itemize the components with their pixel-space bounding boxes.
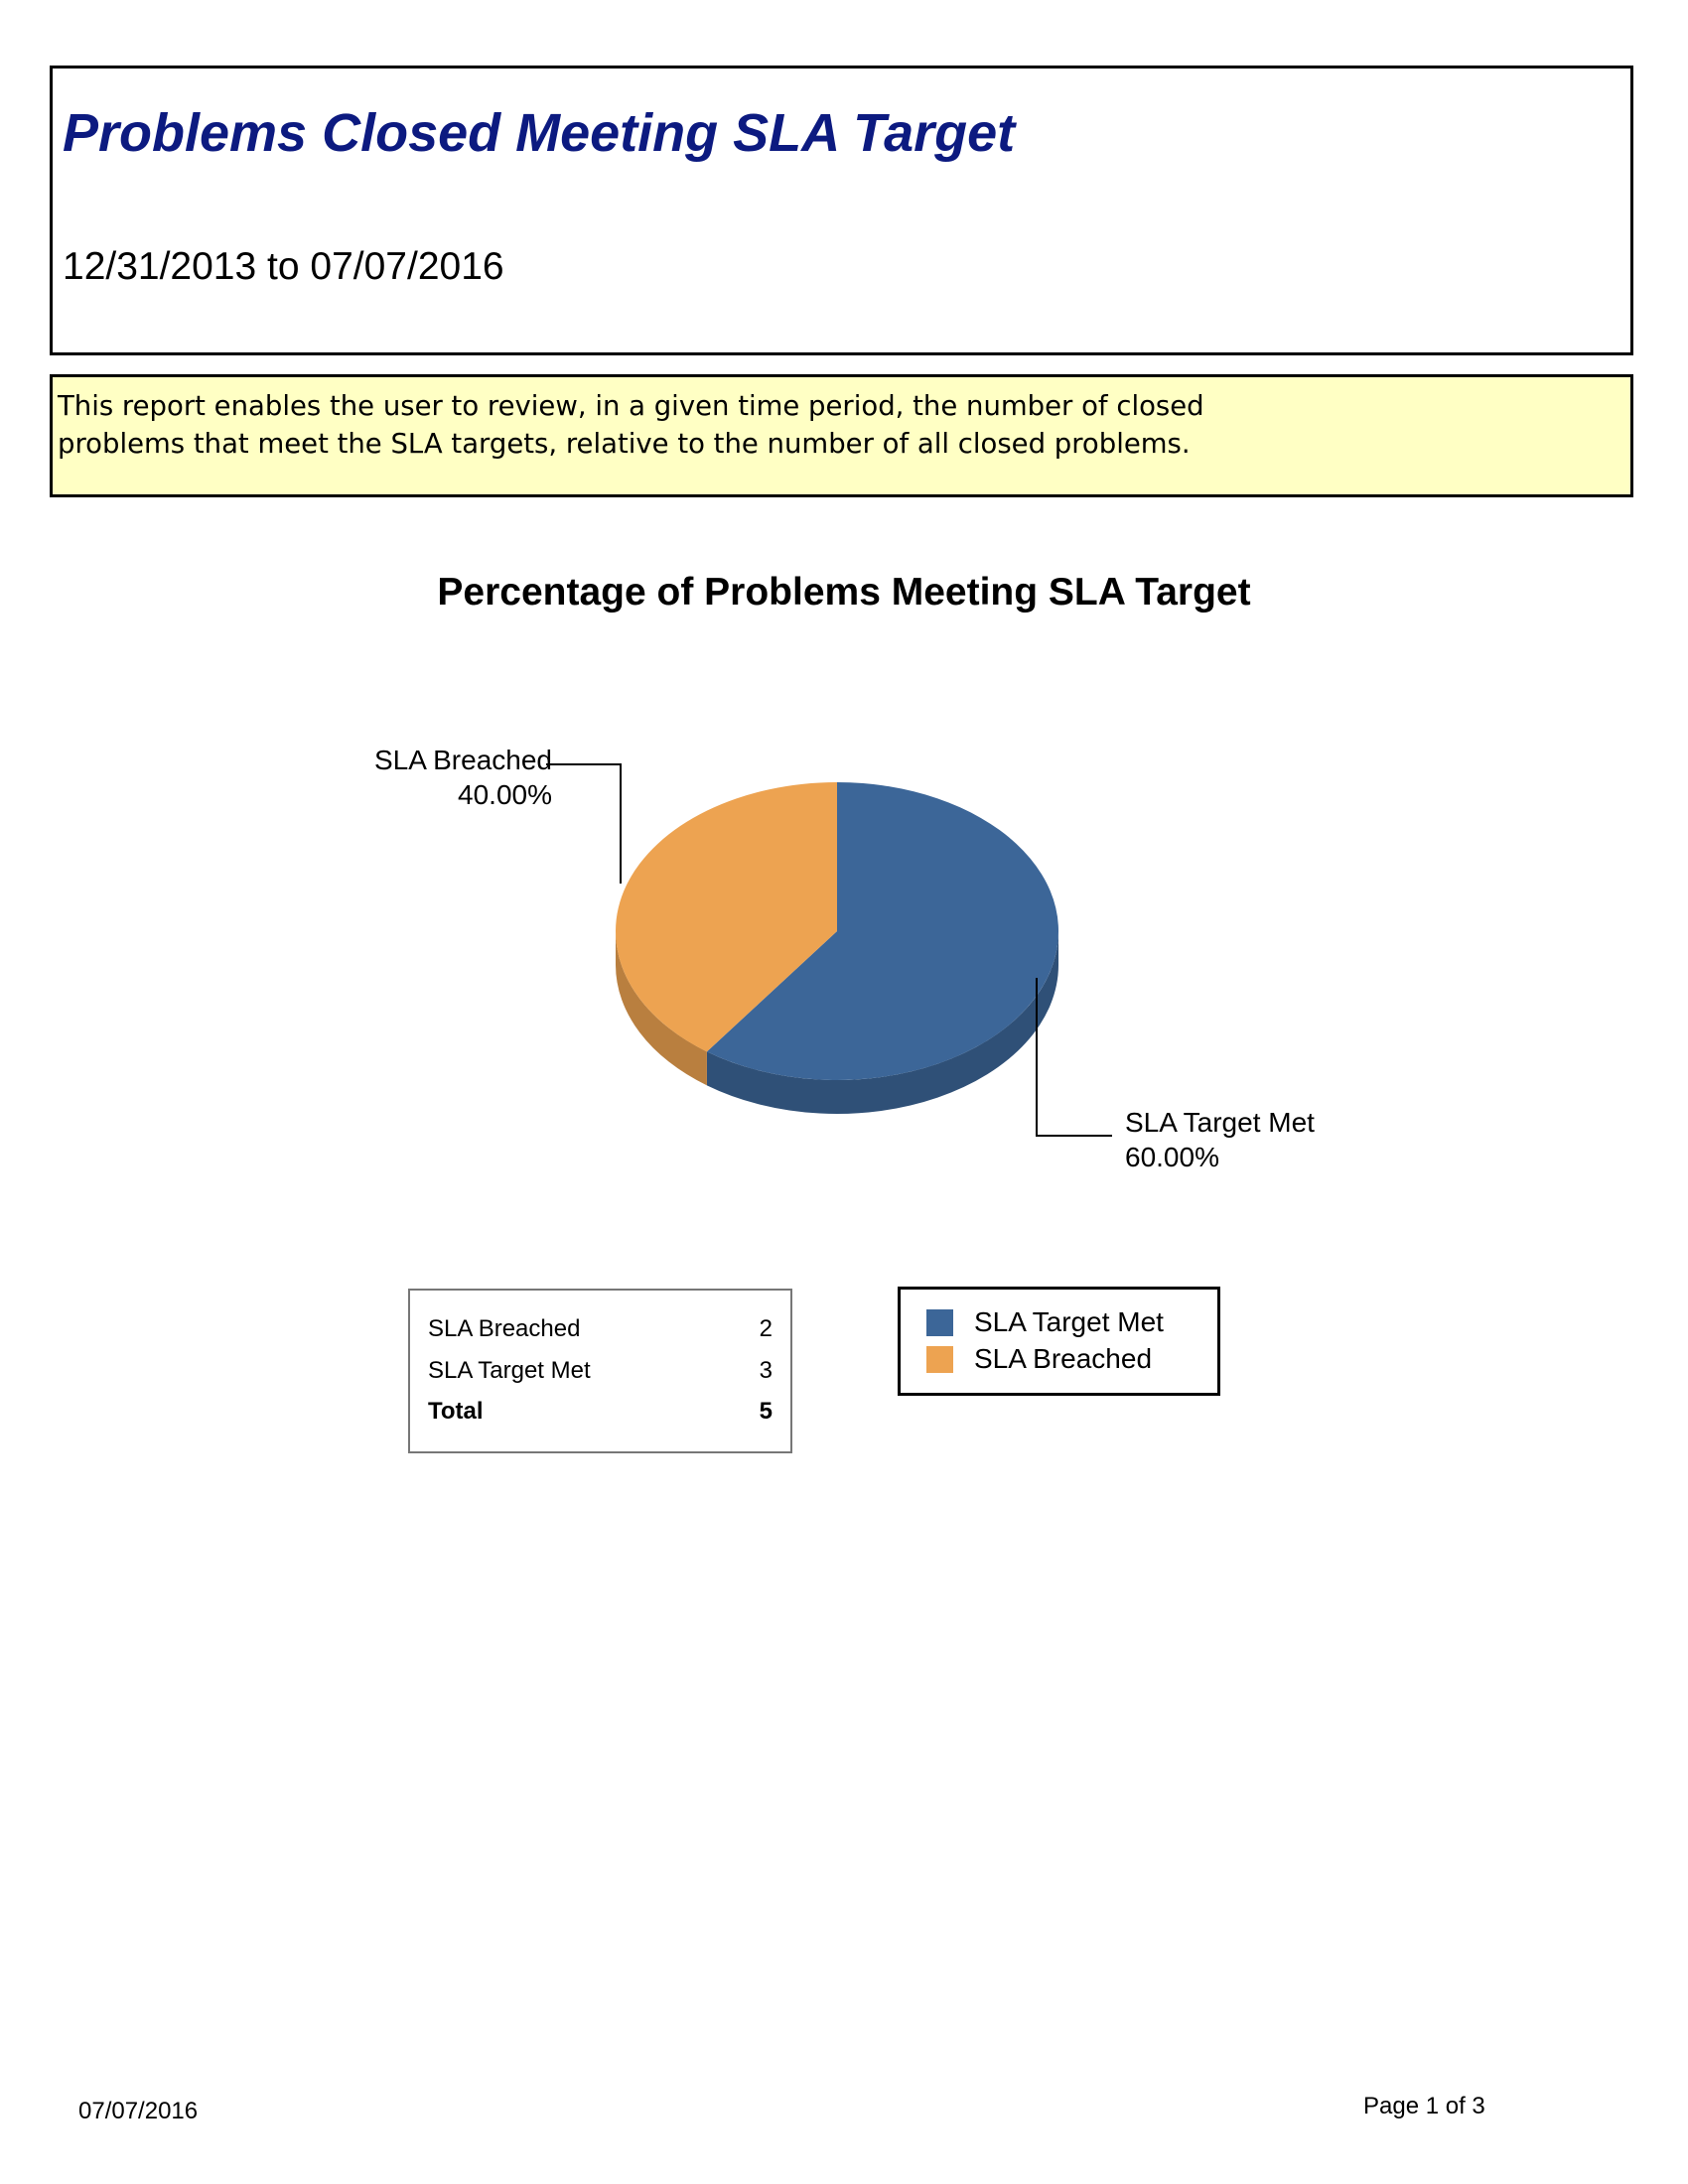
report-title: Problems Closed Meeting SLA Target [63,103,1016,163]
table-total-row [428,1398,773,1430]
slice-label-sla-target-met [1125,1105,1315,1174]
leader-line-sla-breached [546,764,621,884]
row-value: 3 [759,1357,773,1384]
legend-label: SLA Target Met [974,1306,1164,1337]
table-row [428,1315,773,1347]
table-row [428,1357,773,1389]
row-label: SLA Target Met [428,1357,591,1384]
total-value: 5 [759,1398,773,1425]
legend-label: SLA Breached [974,1343,1153,1374]
report-description: This report enables the user to review, in a given time period, the number of closed problems that meet the SLA targets, relative to the number of all closed problems. [58,390,1204,460]
report-date-range: 12/31/2013 to 07/07/2016 [63,245,504,288]
footer-date: 07/07/2016 [78,2098,199,2124]
total-label: Total [428,1398,484,1425]
slice-label-percent: 60.00% [1125,1142,1219,1172]
legend-swatch [926,1346,953,1373]
chart-legend [898,1287,1220,1396]
slice-label-name: SLA Breached [373,745,552,775]
row-value: 2 [759,1315,773,1342]
legend-swatch [926,1309,953,1336]
slice-label-sla-breached [338,743,552,812]
row-label: SLA Breached [428,1315,581,1342]
chart-title: Percentage of Problems Meeting SLA Target [437,571,1251,614]
slice-label-percent: 40.00% [458,779,552,810]
slice-label-name: SLA Target Met [1125,1107,1315,1138]
footer-page-number: Page 1 of 3 [1363,2093,1485,2119]
counts-table [408,1289,792,1453]
